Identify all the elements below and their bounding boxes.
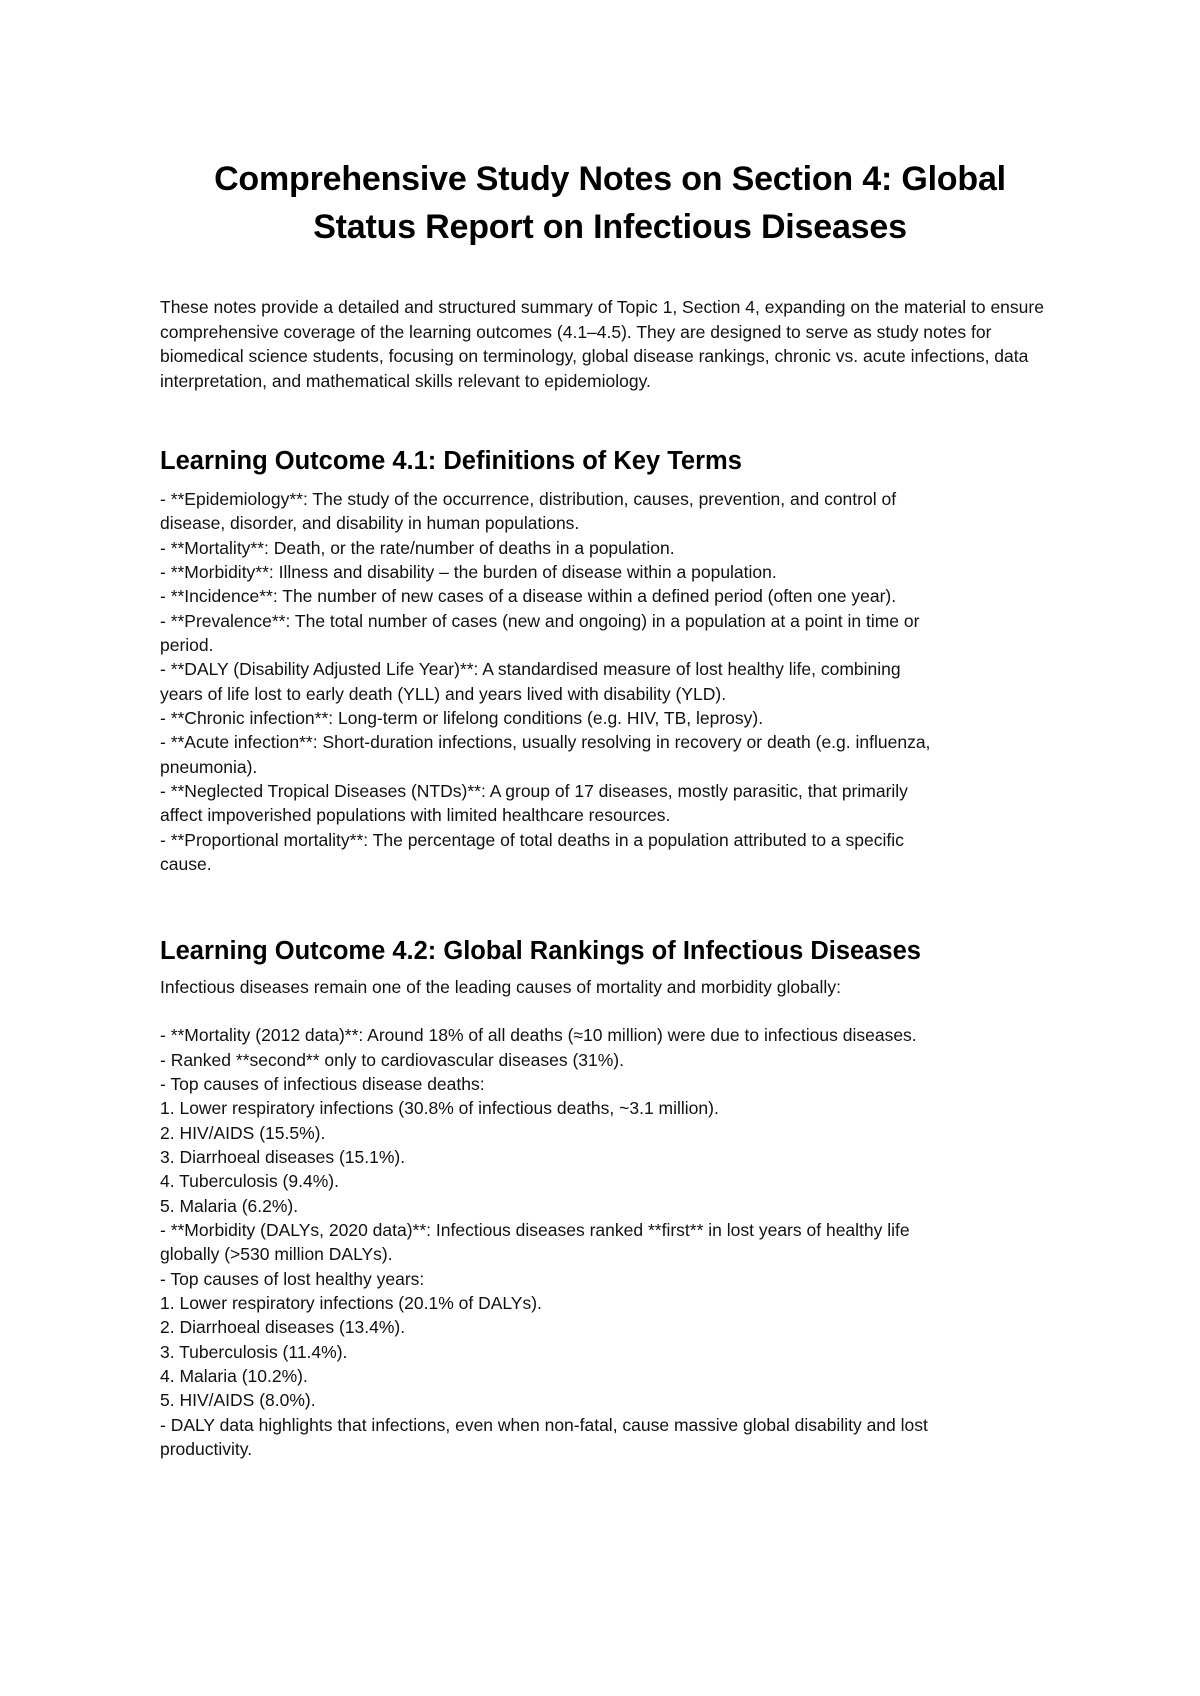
ranking-line: 3. Tuberculosis (11.4%). xyxy=(160,1341,348,1362)
definition-line: - **Mortality**: Death, or the rate/number of deaths in a population. xyxy=(160,537,675,558)
section-heading-4-1: Learning Outcome 4.1: Definitions of Key Terms xyxy=(160,447,742,475)
section-heading-4-2: Learning Outcome 4.2: Global Rankings of Infectious Diseases xyxy=(160,936,921,965)
ranking-line: 1. Lower respiratory infections (30.8% of infectious deaths, ~3.1 million). xyxy=(160,1098,719,1119)
ranking-line: - Top causes of lost healthy years: xyxy=(160,1268,425,1289)
ranking-line: 3. Diarrhoeal diseases (15.1%). xyxy=(160,1146,406,1167)
ranking-line: - **Morbidity (DALYs, 2020 data)**: Infectious diseases ranked **first** in lost years of healthy life xyxy=(160,1219,910,1240)
rankings-intro: Infectious diseases remain one of the leading causes of mortality and morbidity globally: xyxy=(160,976,841,997)
title-line-2: Status Report on Infectious Diseases xyxy=(313,208,907,246)
definition-line: cause. xyxy=(160,854,212,875)
ranking-line: - DALY data highlights that infections, even when non-fatal, cause massive global disability and lost xyxy=(160,1414,928,1435)
definition-line: - **Proportional mortality**: The percentage of total deaths in a population attributed to a specific xyxy=(160,829,904,850)
definition-line: - **Chronic infection**: Long-term or lifelong conditions (e.g. HIV, TB, leprosy). xyxy=(160,708,764,729)
ranking-line: 1. Lower respiratory infections (20.1% of DALYs). xyxy=(160,1292,542,1313)
document-page xyxy=(160,155,1060,1461)
definition-line: - **Prevalence**: The total number of cases (new and ongoing) in a population at a point in time or xyxy=(160,610,920,631)
definition-line: - **Incidence**: The number of new cases of a disease within a defined period (often one year). xyxy=(160,586,897,607)
ranking-line: 5. Malaria (6.2%). xyxy=(160,1195,299,1216)
ranking-line: 4. Malaria (10.2%). xyxy=(160,1366,308,1386)
ranking-line: 2. Diarrhoeal diseases (13.4%). xyxy=(160,1317,406,1338)
ranking-line: 4. Tuberculosis (9.4%). xyxy=(160,1171,339,1192)
ranking-line: productivity. xyxy=(160,1439,253,1460)
definition-line: - **Neglected Tropical Diseases (NTDs)**: A group of 17 diseases, mostly parasitic, that primarily xyxy=(160,781,908,802)
intro-paragraph: These notes provide a detailed and structured summary of Topic 1, Section 4, expanding on the material to ensure comprehensive coverage of the learning outcomes (4.1–4.5). They are designed to serve as study notes for biomedical science students, focusing on terminology, global disease rankings, chronic vs. acute infections, data interpretation, and mathematical skills relevant to epidemiology. xyxy=(160,297,1044,391)
ranking-line: - Top causes of infectious disease deaths: xyxy=(160,1073,485,1094)
definition-line: - **Acute infection**: Short-duration infections, usually resolving in recovery or death (e.g. influenza, xyxy=(160,732,931,753)
definition-line: - **Morbidity**: Illness and disability – the burden of disease within a population. xyxy=(160,562,777,583)
definition-line: years of life lost to early death (YLL) and years lived with disability (YLD). xyxy=(160,683,727,704)
definition-line: pneumonia). xyxy=(160,756,258,777)
ranking-line: globally (>530 million DALYs). xyxy=(160,1244,393,1265)
document-title xyxy=(160,155,1060,251)
paragraph-gap xyxy=(160,999,1060,1023)
definitions-list xyxy=(160,487,1060,877)
definition-line: - **Epidemiology**: The study of the occurrence, distribution, causes, prevention, and control of xyxy=(160,489,897,509)
ranking-line: 5. HIV/AIDS (8.0%). xyxy=(160,1390,316,1411)
definition-line: disease, disorder, and disability in human populations. xyxy=(160,513,580,534)
ranking-line: - Ranked **second** only to cardiovascular diseases (31%). xyxy=(160,1049,624,1070)
ranking-line: 2. HIV/AIDS (15.5%). xyxy=(160,1122,326,1143)
definition-line: affect impoverished populations with limited healthcare resources. xyxy=(160,805,671,826)
rankings-list xyxy=(160,975,1060,1462)
title-line-1: Comprehensive Study Notes on Section 4: Global xyxy=(214,160,1006,198)
definition-line: period. xyxy=(160,635,214,656)
ranking-line: - **Mortality (2012 data)**: Around 18% of all deaths (≈10 million) were due to infectious diseases. xyxy=(160,1025,917,1046)
definition-line: - **DALY (Disability Adjusted Life Year)**: A standardised measure of lost healthy life, combining xyxy=(160,659,901,680)
